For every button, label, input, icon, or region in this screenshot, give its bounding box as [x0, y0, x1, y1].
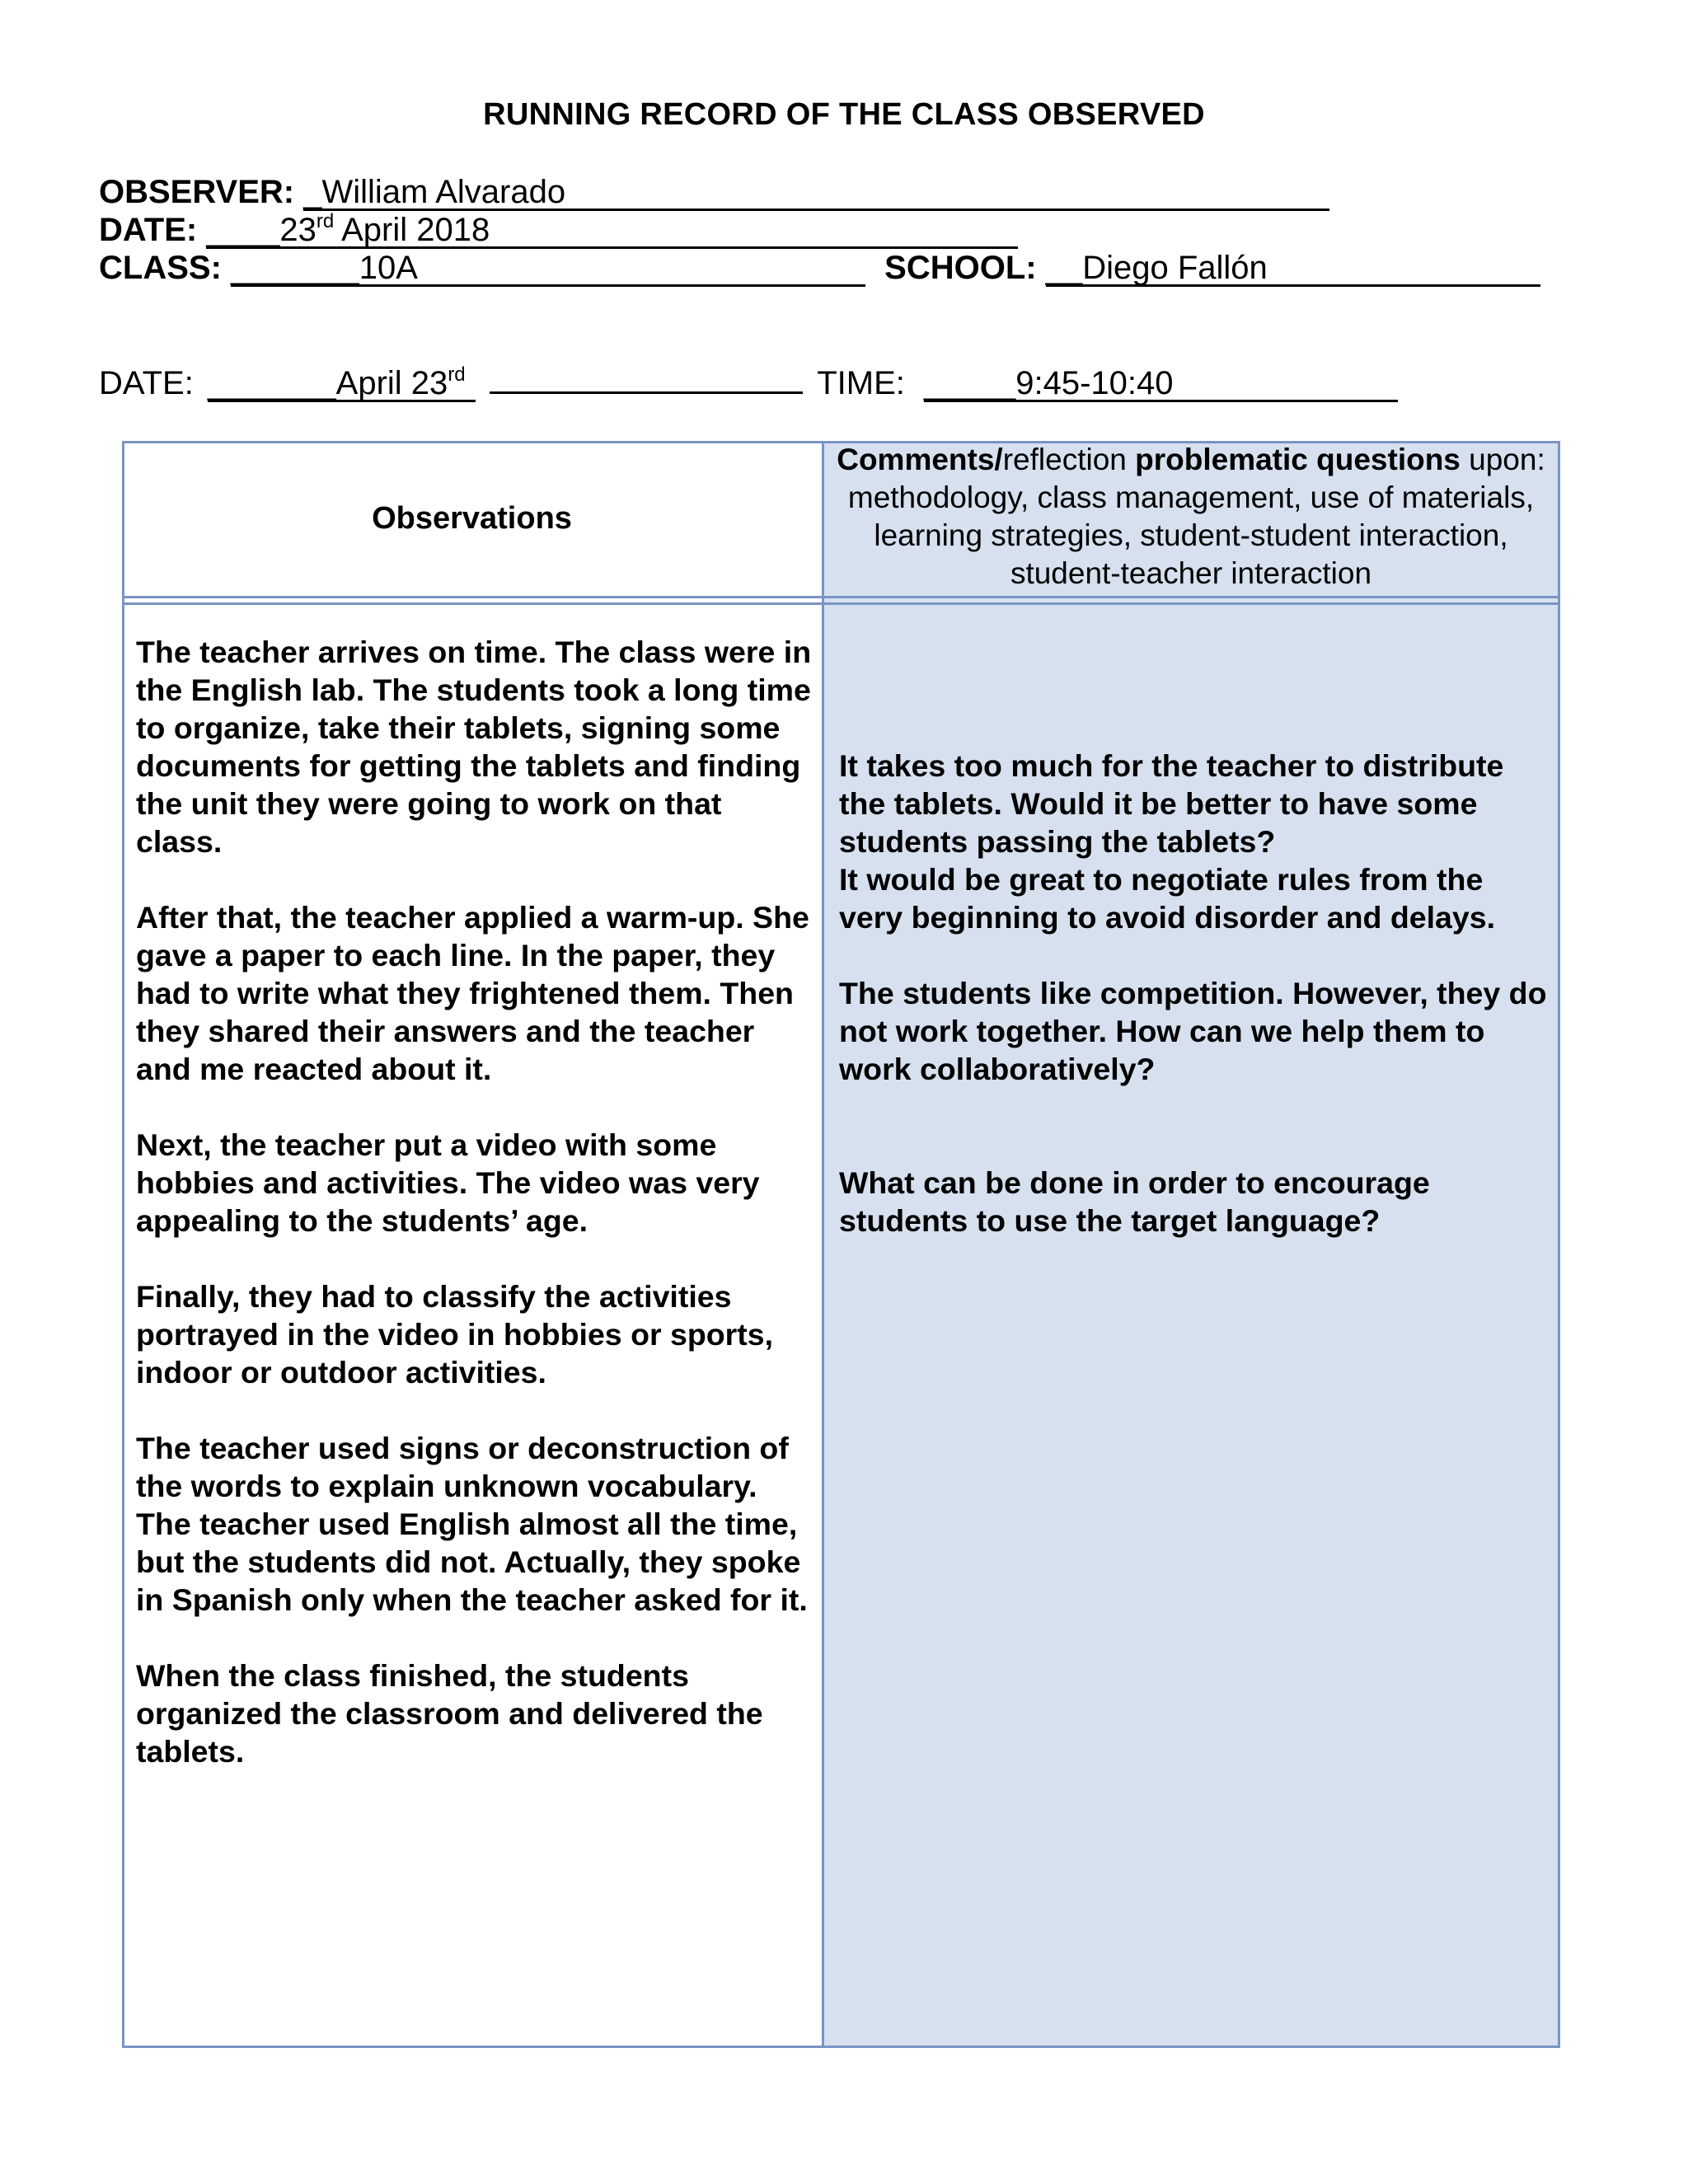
date-suffix: rd	[316, 210, 335, 232]
observations-text	[136, 633, 812, 1808]
observation-paragraph: After that, the teacher applied a warm-up. She gave a paper to each line. In the paper, they had to write what they frightened them. Then they shared their answers and the teacher and me reacted about it.	[136, 900, 809, 1086]
date-line	[99, 211, 1018, 249]
comments-text	[839, 747, 1552, 1240]
observation-paragraph: Finally, they had to classify the activities portrayed in the video in hobbies or sports, indoor or outdoor activities.	[136, 1279, 774, 1390]
comments-header	[824, 441, 1558, 596]
observation-paragraph: The teacher used signs or deconstruction of the words to explain unknown vocabulary. The teacher used English almost all the time, but the students did not. Actually, they spoke in Spanish only when the teacher asked for it.	[136, 1431, 808, 1617]
class-value: _______10A	[231, 250, 418, 286]
school-label: SCHOOL:	[884, 250, 1037, 286]
observer-value: _William Alvarado	[303, 174, 566, 210]
column-divider	[822, 441, 824, 2048]
date-day: ____23	[206, 212, 316, 248]
comment-paragraph: It takes too much for the teacher to distribute the tablets. Would it be better to have some students passing the tablets?	[839, 748, 1504, 859]
observer-field	[303, 176, 1329, 211]
session-date-suffix: rd	[448, 363, 466, 386]
comments-header-part2: reflection	[1002, 443, 1136, 476]
observation-paragraph: The teacher arrives on time. The class were in the English lab. The students took a long time to organize, take their tablets, signing some documents for getting the tablets and finding the unit they were going to work on that class.	[136, 635, 812, 859]
comments-header-part1: Comments/	[837, 443, 1003, 476]
school-value: __Diego Fallón	[1045, 250, 1268, 286]
date-month-year: April 2018	[334, 212, 490, 248]
header-divider-bottom	[122, 602, 1560, 605]
comments-header-part4: upon: methodology, class management, use of materials, learning strategies, student-student interaction, student-teacher interaction	[847, 443, 1545, 590]
observer-label: OBSERVER:	[99, 174, 295, 210]
school-field	[1046, 251, 1540, 287]
class-school-line	[99, 249, 1540, 287]
session-blank	[490, 391, 803, 394]
time-value: _____9:45-10:40	[924, 365, 1174, 401]
observations-header: Observations	[372, 500, 572, 536]
date-label: DATE:	[99, 212, 198, 248]
class-field	[231, 251, 865, 287]
observation-paragraph: Next, the teacher put a video with some hobbies and activities. The video was very appealing to the students’ age.	[136, 1127, 760, 1238]
comment-paragraph: The students like competition. However, they do not work together. How can we help them to work collaboratively?	[839, 976, 1547, 1086]
date-field	[206, 210, 1018, 249]
session-line	[99, 364, 1398, 402]
time-field	[924, 367, 1398, 402]
comment-paragraph: It would be great to negotiate rules from the very beginning to avoid disorder and delays.	[839, 862, 1496, 935]
session-date-label: DATE:	[99, 365, 194, 401]
comments-header-part3: problematic questions	[1135, 443, 1461, 476]
header-divider-top	[122, 596, 1560, 598]
comment-paragraph: What can be done in order to encourage students to use the target language?	[839, 1165, 1430, 1238]
document-title: RUNNING RECORD OF THE CLASS OBSERVED	[483, 97, 1205, 132]
session-date-value: _______April 23	[207, 365, 448, 401]
observation-table	[122, 441, 1560, 2048]
session-date-field	[207, 363, 476, 402]
observation-paragraph: When the class finished, the students organized the classroom and delivered the tablets.	[136, 1658, 763, 1769]
time-label: TIME:	[817, 365, 905, 401]
class-label: CLASS:	[99, 250, 222, 286]
observer-line	[99, 173, 1329, 211]
